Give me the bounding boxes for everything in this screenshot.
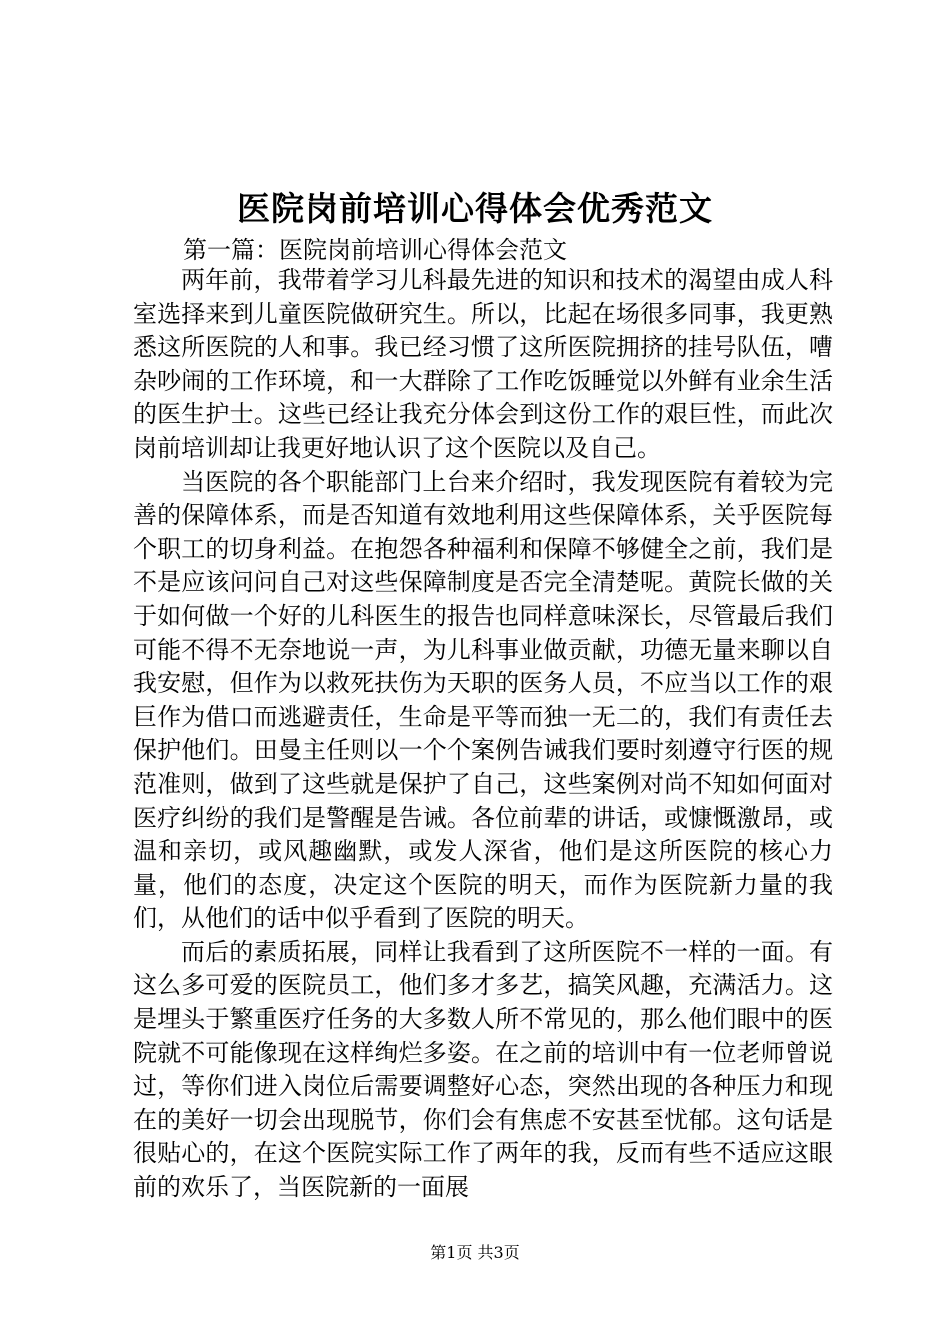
paragraph-1: 两年前，我带着学习儿科最先进的知识和技术的渴望由成人科室选择来到儿童医院做研究生。所以，比起在场很多同事，我更熟悉这所医院的人和事。我已经习惯了这所医院拥挤的挂号队伍，嘈杂吵闹的工作环境，和一大群除了工作吃饭睡觉以外鲜有业余生活的医生护士。这些已经让我充分体会到这份工作的艰巨性，而此次岗前培训却让我更好地认识了这个医院以及自己。: [133, 266, 833, 462]
page-footer: 第1页 共3页: [430, 1243, 520, 1262]
paragraph-3: 而后的素质拓展，同样让我看到了这所医院不一样的一面。有这么多可爱的医院员工，他们多才多艺，搞笑风趣，充满活力。这是埋头于繁重医疗任务的大多数人所不常见的，那么他们眼中的医院就不可能像现在这样绚烂多姿。在之前的培训中有一位老师曾说过，等你们进入岗位后需要调整好心态，突然出现的各种压力和现在的美好一切会出现脱节，你们会有焦虑不安甚至忧郁。这句话是很贴心的，在这个医院实际工作了两年的我，反而有些不适应这眼前的欢乐了，当医院新的一面展: [133, 937, 833, 1202]
document-body: [133, 264, 833, 1205]
section-heading: 第一篇：医院岗前培训心得体会范文: [183, 236, 567, 264]
document-title: 医院岗前培训心得体会优秀范文: [237, 189, 713, 228]
paragraph-2: 当医院的各个职能部门上台来介绍时，我发现医院有着较为完善的保障体系，而是否知道有效地利用这些保障体系，关乎医院每个职工的切身利益。在抱怨各种福利和保障不够健全之前，我们是不是应该问问自己对这些保障制度是否完全清楚呢。黄院长做的关于如何做一个好的儿科医生的报告也同样意味深长，尽管最后我们可能不得不无奈地说一声，为儿科事业做贡献，功德无量来聊以自我安慰，但作为以救死扶伤为天职的医务人员，不应当以工作的艰巨作为借口而逃避责任，生命是平等而独一无二的，我们有责任去保护他们。田曼主任则以一个个案例告诫我们要时刻遵守行医的规范准则，做到了这些就是保护了自己，这些案例对尚不知如何面对医疗纠纷的我们是警醒是告诫。各位前辈的讲话，或慷慨激昂，或温和亲切，或风趣幽默，或发人深省，他们是这所医院的核心力量，他们的态度，决定这个医院的明天，而作为医院新力量的我们，从他们的话中似乎看到了医院的明天。: [133, 467, 833, 933]
